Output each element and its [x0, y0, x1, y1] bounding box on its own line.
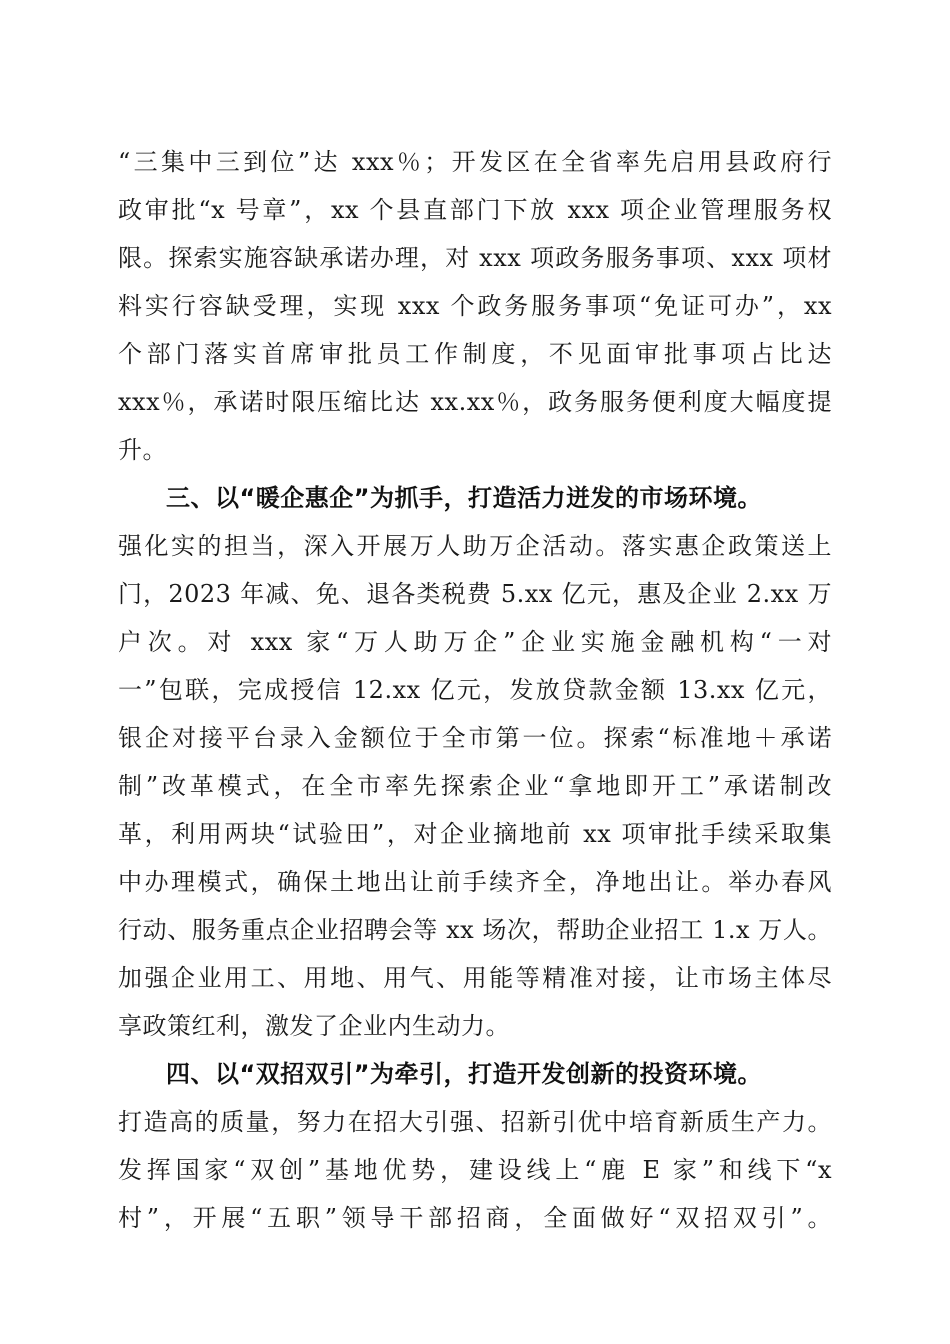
body-line: xxx％，承诺时限压缩比达 xx.xx％，政务服务便利度大幅度提	[118, 388, 832, 416]
body-line: 打造高的质量，努力在招大引强、招新引优中培育新质生产力。	[118, 1108, 832, 1136]
body-line: 个部门落实首席审批员工作制度，不见面审批事项占比达	[118, 340, 832, 368]
body-line: 享政策红利，激发了企业内生动力。	[118, 1012, 510, 1040]
body-line: 一”包联，完成授信 12.xx 亿元，发放贷款金额 13.xx 亿元，	[118, 676, 832, 704]
body-line: 银企对接平台录入金额位于全市第一位。探索“标准地＋承诺	[118, 724, 832, 752]
body-line: 行动、服务重点企业招聘会等 xx 场次，帮助企业招工 1.x 万人。	[118, 916, 832, 944]
body-line: 限。探索实施容缺承诺办理，对 xxx 项政务服务事项、xxx 项材	[118, 244, 832, 272]
body-line: 户次。对 xxx 家“万人助万企”企业实施金融机构“一对	[118, 628, 832, 656]
section-3-heading: 三、以“暖企惠企”为抓手，打造活力迸发的市场环境。	[166, 484, 763, 512]
body-line: 门，2023 年减、免、退各类税费 5.xx 亿元，惠及企业 2.xx 万	[118, 580, 832, 608]
body-line: 村”，开展“五职”领导干部招商，全面做好“双招双引”。	[118, 1204, 832, 1232]
body-line: 料实行容缺受理，实现 xxx 个政务服务事项“免证可办”，xx	[118, 292, 832, 320]
body-line: 政审批“x 号章”，xx 个县直部门下放 xxx 项企业管理服务权	[118, 196, 832, 224]
body-line: 革，利用两块“试验田”，对企业摘地前 xx 项审批手续采取集	[118, 820, 832, 848]
body-line: 加强企业用工、用地、用气、用能等精准对接，让市场主体尽	[118, 964, 832, 992]
body-line: “三集中三到位”达 xxx％；开发区在全省率先启用县政府行	[118, 148, 832, 176]
section-4-heading: 四、以“双招双引”为牵引，打造开发创新的投资环境。	[166, 1060, 763, 1088]
body-line: 中办理模式，确保土地出让前手续齐全，净地出让。举办春风	[118, 868, 832, 896]
body-line: 强化实的担当，深入开展万人助万企活动。落实惠企政策送上	[118, 532, 832, 560]
body-line: 发挥国家“双创”基地优势，建设线上“鹿 E 家”和线下“x	[118, 1156, 832, 1184]
body-line: 升。	[118, 436, 167, 464]
body-line: 制”改革模式，在全市率先探索企业“拿地即开工”承诺制改	[118, 772, 832, 800]
